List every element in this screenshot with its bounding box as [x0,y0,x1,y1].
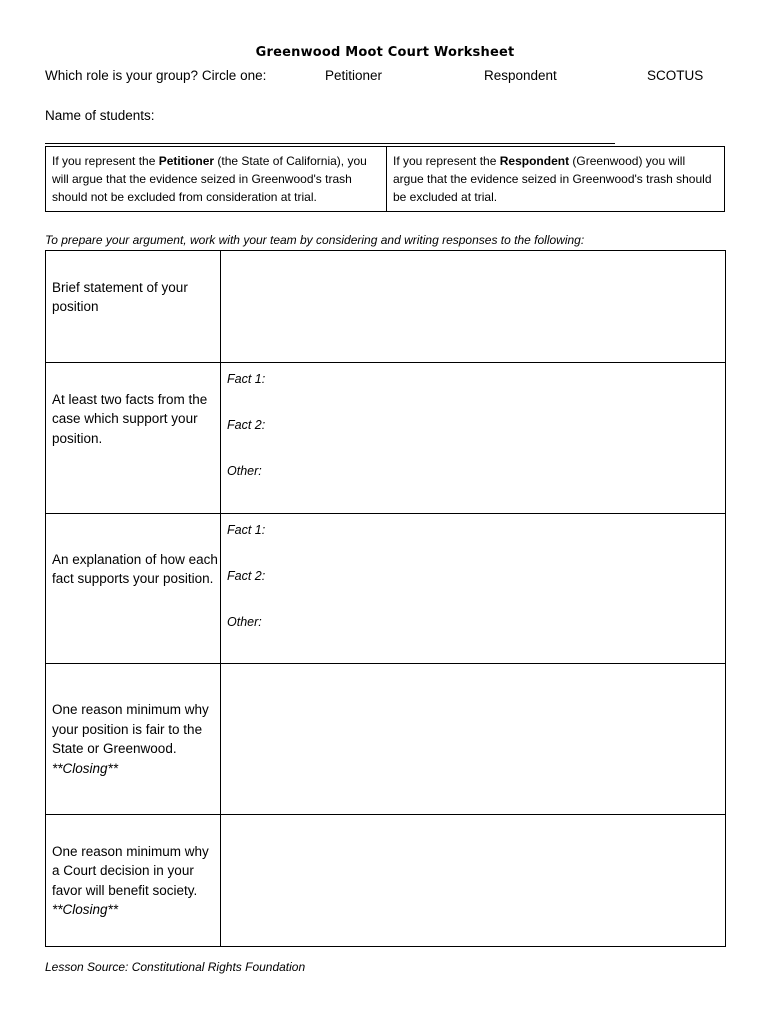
role-prompt: Which role is your group? Circle one: [45,68,267,83]
fact1-prompt: Fact 1: [227,523,266,537]
question-label: An explanation of how each fact supports your position. [52,551,218,586]
question-label: Brief statement of your position [52,279,188,314]
table-row [46,251,726,363]
table-row [46,514,726,664]
answer-cell[interactable] [221,815,726,947]
question-cell [46,815,221,947]
question-text [46,251,220,343]
respondent-description [387,147,724,211]
table-row [46,815,726,947]
instructions: To prepare your argument, work with your team by considering and writing responses to the following: [45,233,585,247]
question-text [46,363,220,475]
respondent-text-pre: If you represent the [393,154,500,168]
question-text [46,815,220,946]
fact2-prompt: Fact 2: [227,569,266,583]
table-row [46,664,726,815]
other-prompt: Other: [227,464,262,478]
question-cell [46,363,221,514]
question-label: At least two facts from the case which support your position. [52,391,208,446]
question-text [46,514,220,624]
question-cell [46,664,221,815]
petitioner-label: Petitioner [158,154,215,168]
question-label: One reason minimum why your position is fair to the State or Greenwood. [52,702,209,756]
question-cell [46,251,221,363]
names-blank-line[interactable] [45,143,615,144]
names-label: Name of students: [45,108,155,123]
answer-cell[interactable] [221,664,726,815]
petitioner-text-post: (the State of California), you will argue that the evidence seized in Greenwood's trash should not be excluded from consideration at trial. [52,154,367,204]
closing-label: **Closing** [52,760,119,776]
respondent-text-post: (Greenwood) you will argue that the evidence seized in Greenwood's trash should be excluded at trial. [393,154,712,204]
question-text [46,664,220,814]
fact2-prompt: Fact 2: [227,418,266,432]
role-option-petitioner[interactable]: Petitioner [325,68,383,83]
sides-box [45,146,725,212]
question-label: One reason minimum why a Court decision in your favor will benefit society. [52,843,209,898]
table-row [46,363,726,514]
petitioner-text-pre: If you represent the [52,154,159,168]
answer-cell[interactable] [221,514,726,664]
lesson-source: Lesson Source: Constitutional Rights Foundation [45,960,306,974]
answer-cell[interactable] [221,363,726,514]
other-prompt: Other: [227,615,262,629]
petitioner-description [46,147,387,211]
closing-label: **Closing** [52,902,119,917]
question-cell [46,514,221,664]
role-option-scotus[interactable]: SCOTUS [647,68,704,83]
answer-cell[interactable] [221,251,726,363]
fact1-prompt: Fact 1: [227,372,266,386]
response-table [45,250,726,947]
worksheet-title: Greenwood Moot Court Worksheet [255,45,515,60]
role-option-respondent[interactable]: Respondent [484,68,557,83]
respondent-label: Respondent [499,154,570,168]
